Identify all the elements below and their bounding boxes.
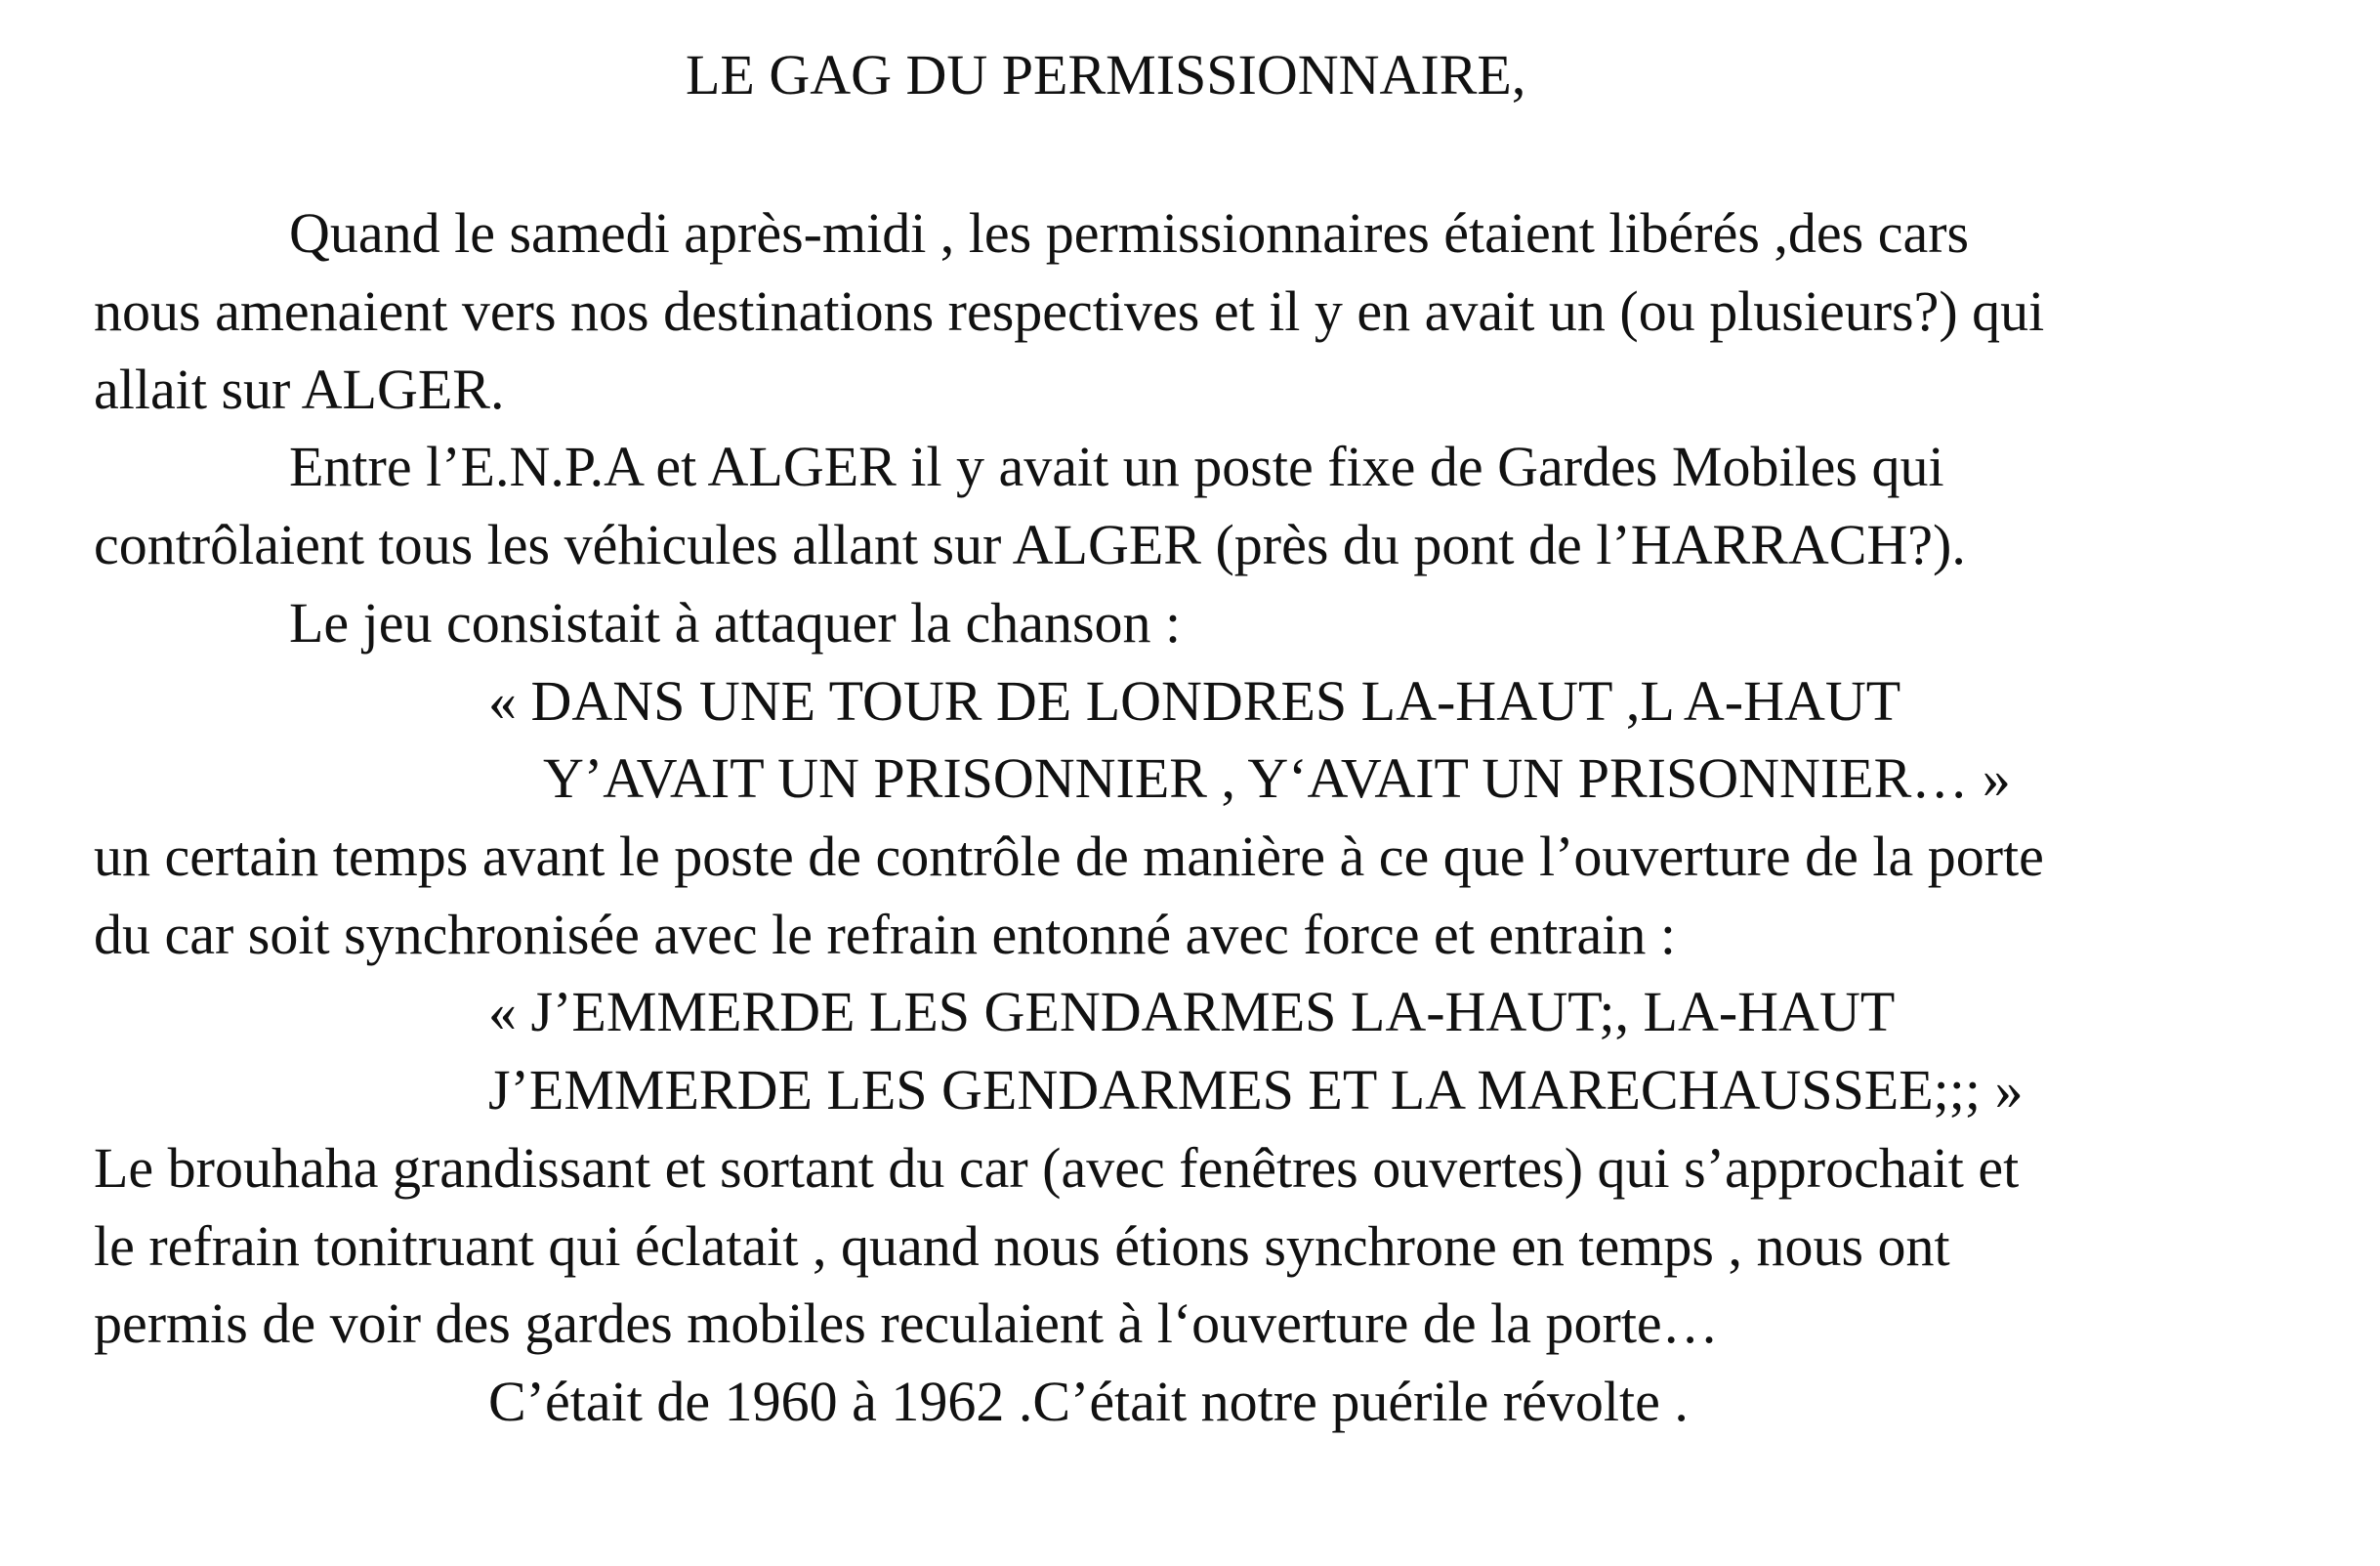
text-line: du car soit synchronisée avec le refrain entonné avec force et entrain : xyxy=(94,903,1676,966)
document-title: LE GAG DU PERMISSIONNAIRE, xyxy=(686,43,1526,106)
song-line: « DANS UNE TOUR DE LONDRES LA-HAUT ,L A-HAUT xyxy=(488,669,1901,733)
closing-line: C’était de 1960 à 1962 .C’était notre puérile révolte . xyxy=(488,1370,1689,1433)
text-line: un certain temps avant le poste de contrôle de manière à ce que l’ouverture de la porte xyxy=(94,825,2044,888)
text-line: Quand le samedi après-midi , les permissionnaires étaient libérés ,des cars xyxy=(289,201,1970,265)
text-line: le refrain tonitruant qui éclatait , quand nous étions synchrone en temps , nous ont xyxy=(94,1214,1950,1278)
text-line: permis de voir des gardes mobiles reculaient à l‘ouverture de la porte… xyxy=(94,1291,1719,1355)
text-line: allait sur ALGER. xyxy=(94,358,505,421)
song-line: « J’EMMERDE LES GENDARMES LA-HAUT;, LA-HAUT xyxy=(488,980,1896,1043)
text-line: Le jeu consistait à attaquer la chanson : xyxy=(289,591,1182,655)
text-line: contrôlaient tous les véhicules allant sur ALGER (près du pont de l’HARRACH?). xyxy=(94,513,1966,576)
text-line: Le brouhaha grandissant et sortant du car (avec fenêtres ouvertes) qui s’approchait et xyxy=(94,1136,2020,1200)
text-line: nous amenaient vers nos destinations respectives et il y en avait un (ou plusieurs?) qui xyxy=(94,279,2045,343)
text-line: Entre l’E.N.P.A et ALGER il y avait un poste fixe de Gardes Mobiles qui xyxy=(289,435,1944,498)
song-line: J’EMMERDE LES GENDARMES ET LA MARECHAUSSEE;;; » xyxy=(488,1058,2024,1122)
song-line: Y’AVAIT UN PRISONNIER , Y‘AVAIT UN PRISONNIER… » xyxy=(543,746,2011,810)
